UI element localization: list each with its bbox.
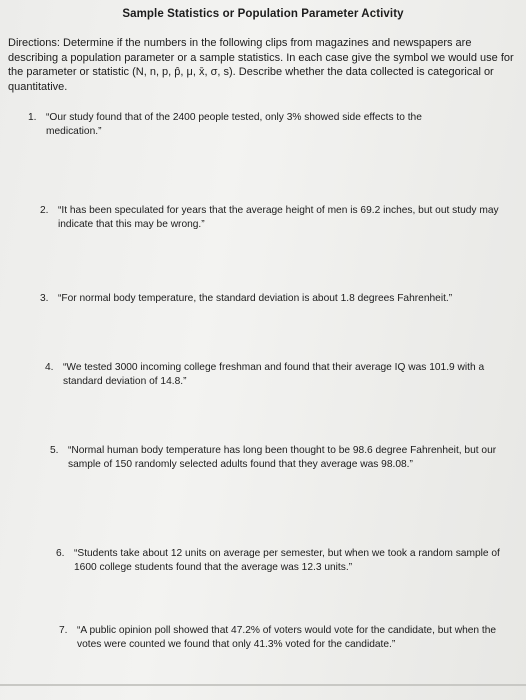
- question-item-6: [56, 547, 501, 575]
- question-item-7: [59, 624, 499, 652]
- question-number: 5.: [50, 445, 59, 456]
- page-title: Sample Statistics or Population Parameter Activity: [122, 8, 404, 20]
- question-number: 7.: [59, 625, 68, 636]
- question-item-4: [45, 361, 505, 389]
- question-number: 4.: [45, 362, 54, 373]
- question-text: “For normal body temperature, the standard deviation is about 1.8 degrees Fahrenheit.”: [58, 293, 453, 304]
- question-text: “Our study found that of the 2400 people tested, only 3% showed side effects to the medication.”: [46, 112, 422, 137]
- question-item-5: [50, 444, 512, 472]
- question-number: 2.: [40, 205, 49, 216]
- question-number: 3.: [40, 293, 49, 304]
- question-text: “A public opinion poll showed that 47.2% of voters would vote for the candidate, but when the votes were counted we found that only 41.3% voted for the candidate.”: [77, 625, 497, 650]
- question-item-1: [28, 111, 478, 139]
- question-text: “We tested 3000 incoming college freshman and found that their average IQ was 101.9 with a standard deviation of 14.8.”: [63, 362, 485, 387]
- page-bottom-divider: [0, 684, 526, 686]
- question-item-3: [40, 292, 500, 306]
- question-number: 6.: [56, 548, 65, 559]
- question-text: “Students take about 12 units on average per semester, but when we took a random sample of 1600 college students found that the average was 12.3 units.”: [74, 548, 500, 573]
- question-text: “Normal human body temperature has long been thought to be 98.6 degree Fahrenheit, but our sample of 150 randomly selected adults found that they average was 98.08.”: [68, 445, 497, 470]
- question-item-2: [40, 204, 504, 232]
- directions-paragraph: Directions: Determine if the numbers in the following clips from magazines and newspapers are describing a population parameter or a sample statistics. In each case give the symbol we would use for the parameter or statistic (N, n, p, p̂, μ, x̄, σ, s). Describe whether the data collected is categorical or quantitative.: [8, 37, 514, 93]
- question-number: 1.: [28, 112, 37, 123]
- question-text: “It has been speculated for years that the average height of men is 69.2 inches, but out study may indicate that this may be wrong.”: [58, 205, 499, 230]
